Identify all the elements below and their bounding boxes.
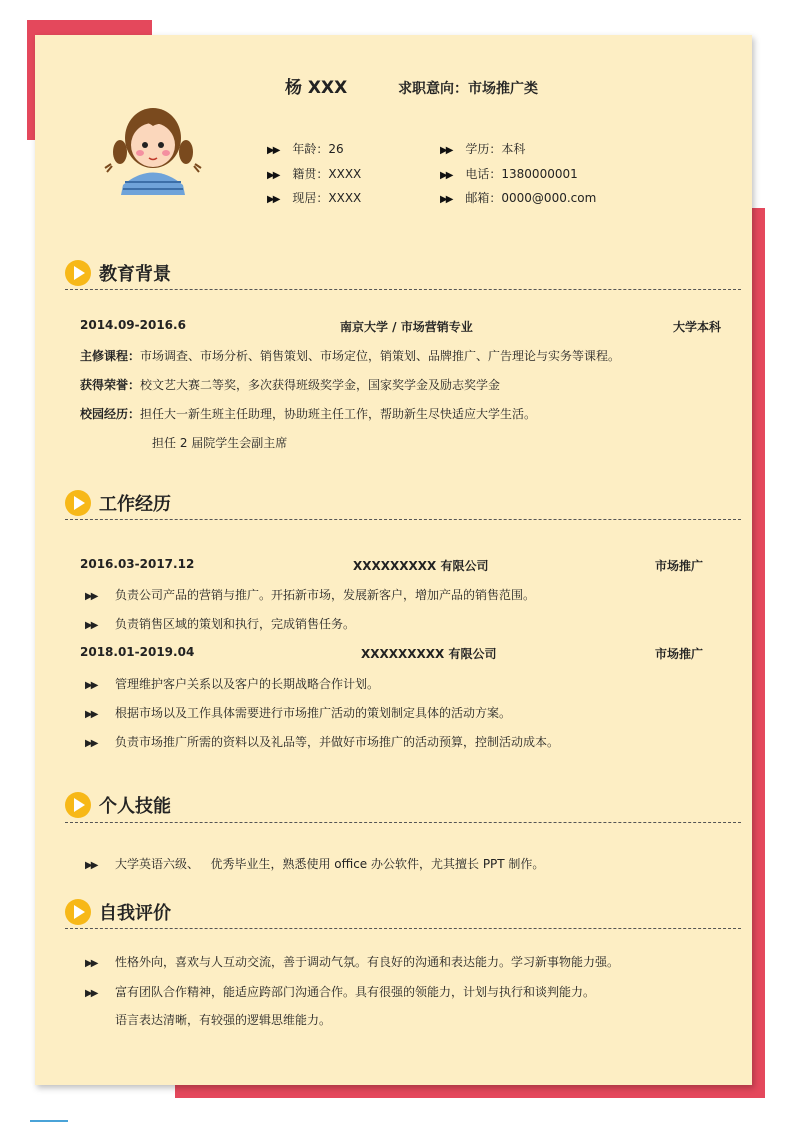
list-item: ▶▶ 负责公司产品的营销与推广。开拓新市场，发展新客户，增加产品的销售范围。 [85, 588, 536, 602]
list-item: ▶▶ 负责市场推广所需的资料以及礼品等，并做好市场推广的活动预算，控制活动成本。 [85, 735, 560, 749]
edu-honors: 获得荣誉：校文艺大赛二等奖，多次获得班级奖学金，国家奖学金及励志奖学金 [80, 378, 501, 392]
divider [65, 519, 741, 520]
avatar [103, 90, 203, 195]
bullet-arrow-icon: ▶▶ [440, 145, 452, 156]
info-education: ▶▶ 学历：本科 [440, 142, 526, 156]
play-circle-icon [65, 792, 91, 818]
bullet-arrow-icon: ▶▶ [85, 591, 97, 602]
resume-page [35, 35, 752, 1085]
edu-campus: 校园经历：担任大一新生班主任助理，协助班主任工作，帮助新生尽快适应大学生活。 [80, 407, 537, 421]
bullet-arrow-icon: ▶▶ [267, 194, 279, 205]
play-circle-icon [65, 260, 91, 286]
bullet-arrow-icon: ▶▶ [85, 988, 97, 999]
work-role: 市场推广 [655, 559, 704, 573]
info-phone: ▶▶ 电话：1380000001 [440, 167, 578, 181]
section-education-title: 教育背景 [65, 258, 171, 288]
work-period: 2018.01-2019.04 [80, 645, 195, 659]
section-work-title: 工作经历 [65, 488, 171, 518]
bullet-arrow-icon: ▶▶ [440, 194, 452, 205]
header-title [285, 73, 538, 98]
list-item: ▶▶ 根据市场以及工作具体需要进行市场推广活动的策划制定具体的活动方案。 [85, 706, 512, 720]
work-role: 市场推广 [655, 647, 704, 661]
divider [65, 822, 741, 823]
divider [65, 289, 741, 290]
edu-campus-2: 担任 2 届院学生会副主席 [152, 436, 288, 450]
edu-degree: 大学本科 [673, 320, 722, 334]
candidate-name: 杨 XXX [285, 78, 348, 98]
info-email: ▶▶ 邮箱：0000@000.com [440, 191, 597, 205]
bullet-arrow-icon: ▶▶ [267, 145, 279, 156]
list-item: ▶▶ 富有团队合作精神，能适应跨部门沟通合作。具有很强的领能力，计划与执行和谈判能力。 [85, 985, 596, 999]
bullet-arrow-icon: ▶▶ [85, 860, 97, 871]
play-circle-icon [65, 899, 91, 925]
divider [65, 928, 741, 929]
list-item: ▶▶ 性格外向，喜欢与人互动交流，善于调动气氛。有良好的沟通和表达能力。学习新事物能力强。 [85, 955, 620, 969]
bullet-arrow-icon: ▶▶ [85, 620, 97, 631]
decor-red-strip-bottom [175, 1085, 765, 1098]
list-item-continuation: 语言表达清晰，有较强的逻辑思维能力。 [115, 1013, 332, 1027]
job-objective: 求职意向：市场推广类 [398, 81, 539, 97]
work-company: XXXXXXXXX 有限公司 [353, 559, 489, 573]
work-period: 2016.03-2017.12 [80, 557, 195, 571]
section-skills-title: 个人技能 [65, 790, 171, 820]
info-age: ▶▶ 年龄：26 [267, 142, 344, 156]
bullet-arrow-icon: ▶▶ [440, 170, 452, 181]
bullet-arrow-icon: ▶▶ [85, 680, 97, 691]
bullet-arrow-icon: ▶▶ [267, 170, 279, 181]
bullet-arrow-icon: ▶▶ [85, 738, 97, 749]
work-company: XXXXXXXXX 有限公司 [361, 647, 497, 661]
info-native: ▶▶ 籍贯：XXXX [267, 167, 362, 181]
info-residence: ▶▶ 现居：XXXX [267, 191, 362, 205]
list-item: ▶▶ 管理维护客户关系以及客户的长期战略合作计划。 [85, 677, 380, 691]
edu-courses: 主修课程：市场调查、市场分析、销售策划、市场定位，销策划、品牌推广、广告理论与实务等课程。 [80, 349, 621, 363]
decor-blue-line [30, 1120, 68, 1122]
edu-period: 2014.09-2016.6 [80, 318, 186, 332]
bullet-arrow-icon: ▶▶ [85, 709, 97, 720]
list-item: ▶▶ 负责销售区域的策划和执行，完成销售任务。 [85, 617, 356, 631]
list-item: ▶▶ 大学英语六级、 优秀毕业生，熟悉使用 office 办公软件，尤其擅长 PPT 制作。 [85, 857, 545, 871]
play-circle-icon [65, 490, 91, 516]
edu-school: 南京大学 / 市场营销专业 [340, 320, 473, 334]
section-self-title: 自我评价 [65, 897, 171, 927]
bullet-arrow-icon: ▶▶ [85, 958, 97, 969]
